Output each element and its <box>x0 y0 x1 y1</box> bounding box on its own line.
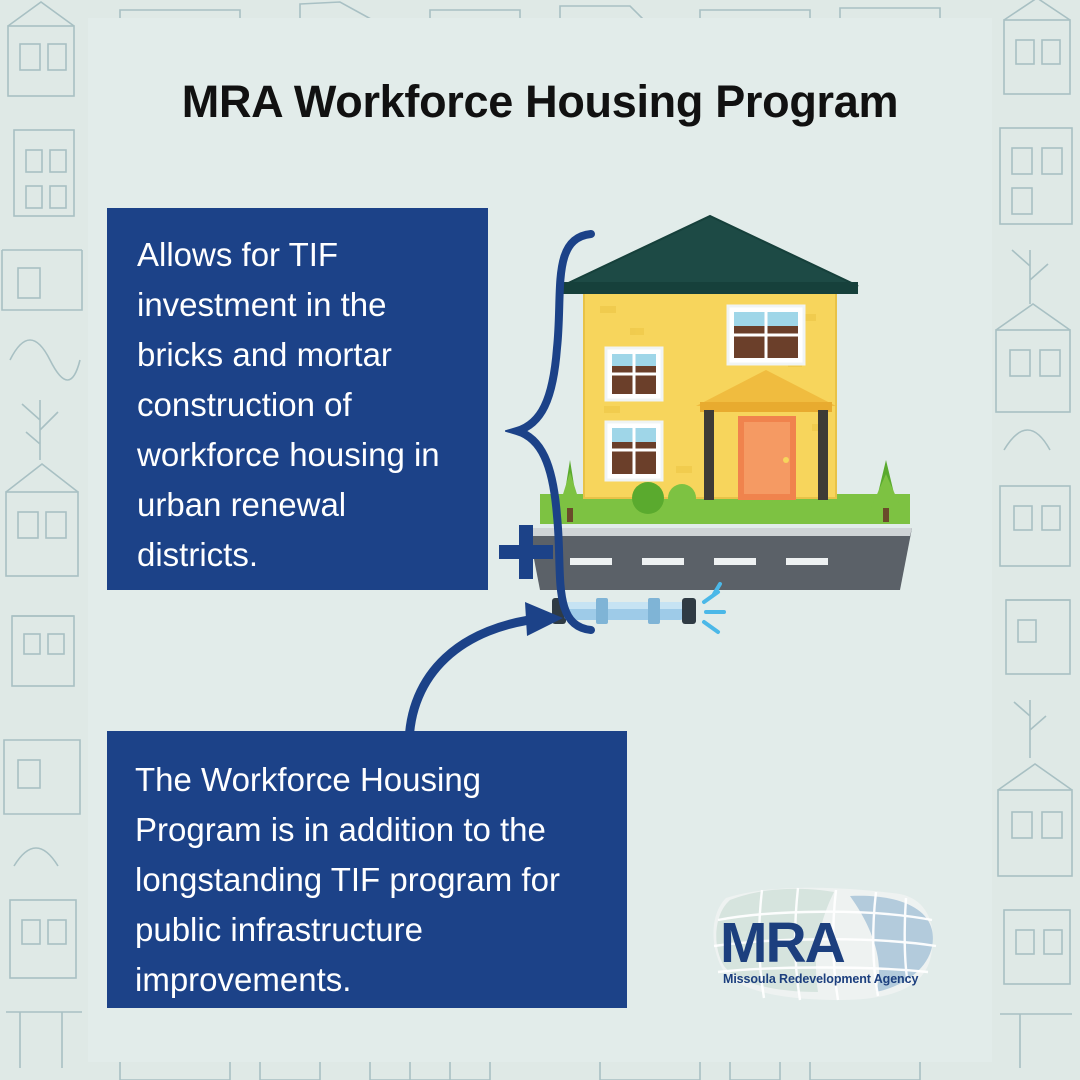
page-title: MRA Workforce Housing Program <box>181 76 899 127</box>
curved-arrow-icon <box>385 600 575 750</box>
callout-top-text: Allows for TIF investment in the bricks and mortar construction of workforce housing in urban renewal districts. <box>137 236 440 573</box>
mra-logo <box>700 880 950 1015</box>
logo-subtitle: Missoula Redevelopment Agency <box>723 972 919 986</box>
logo-wordmark: MRA <box>720 911 844 975</box>
callout-box-bottom <box>107 731 627 1008</box>
plus-icon <box>497 523 555 581</box>
callout-box-top <box>107 208 488 590</box>
callout-bottom-text: The Workforce Housing Program is in addition to the longstanding TIF program for public infrastructure improvements. <box>135 761 560 998</box>
